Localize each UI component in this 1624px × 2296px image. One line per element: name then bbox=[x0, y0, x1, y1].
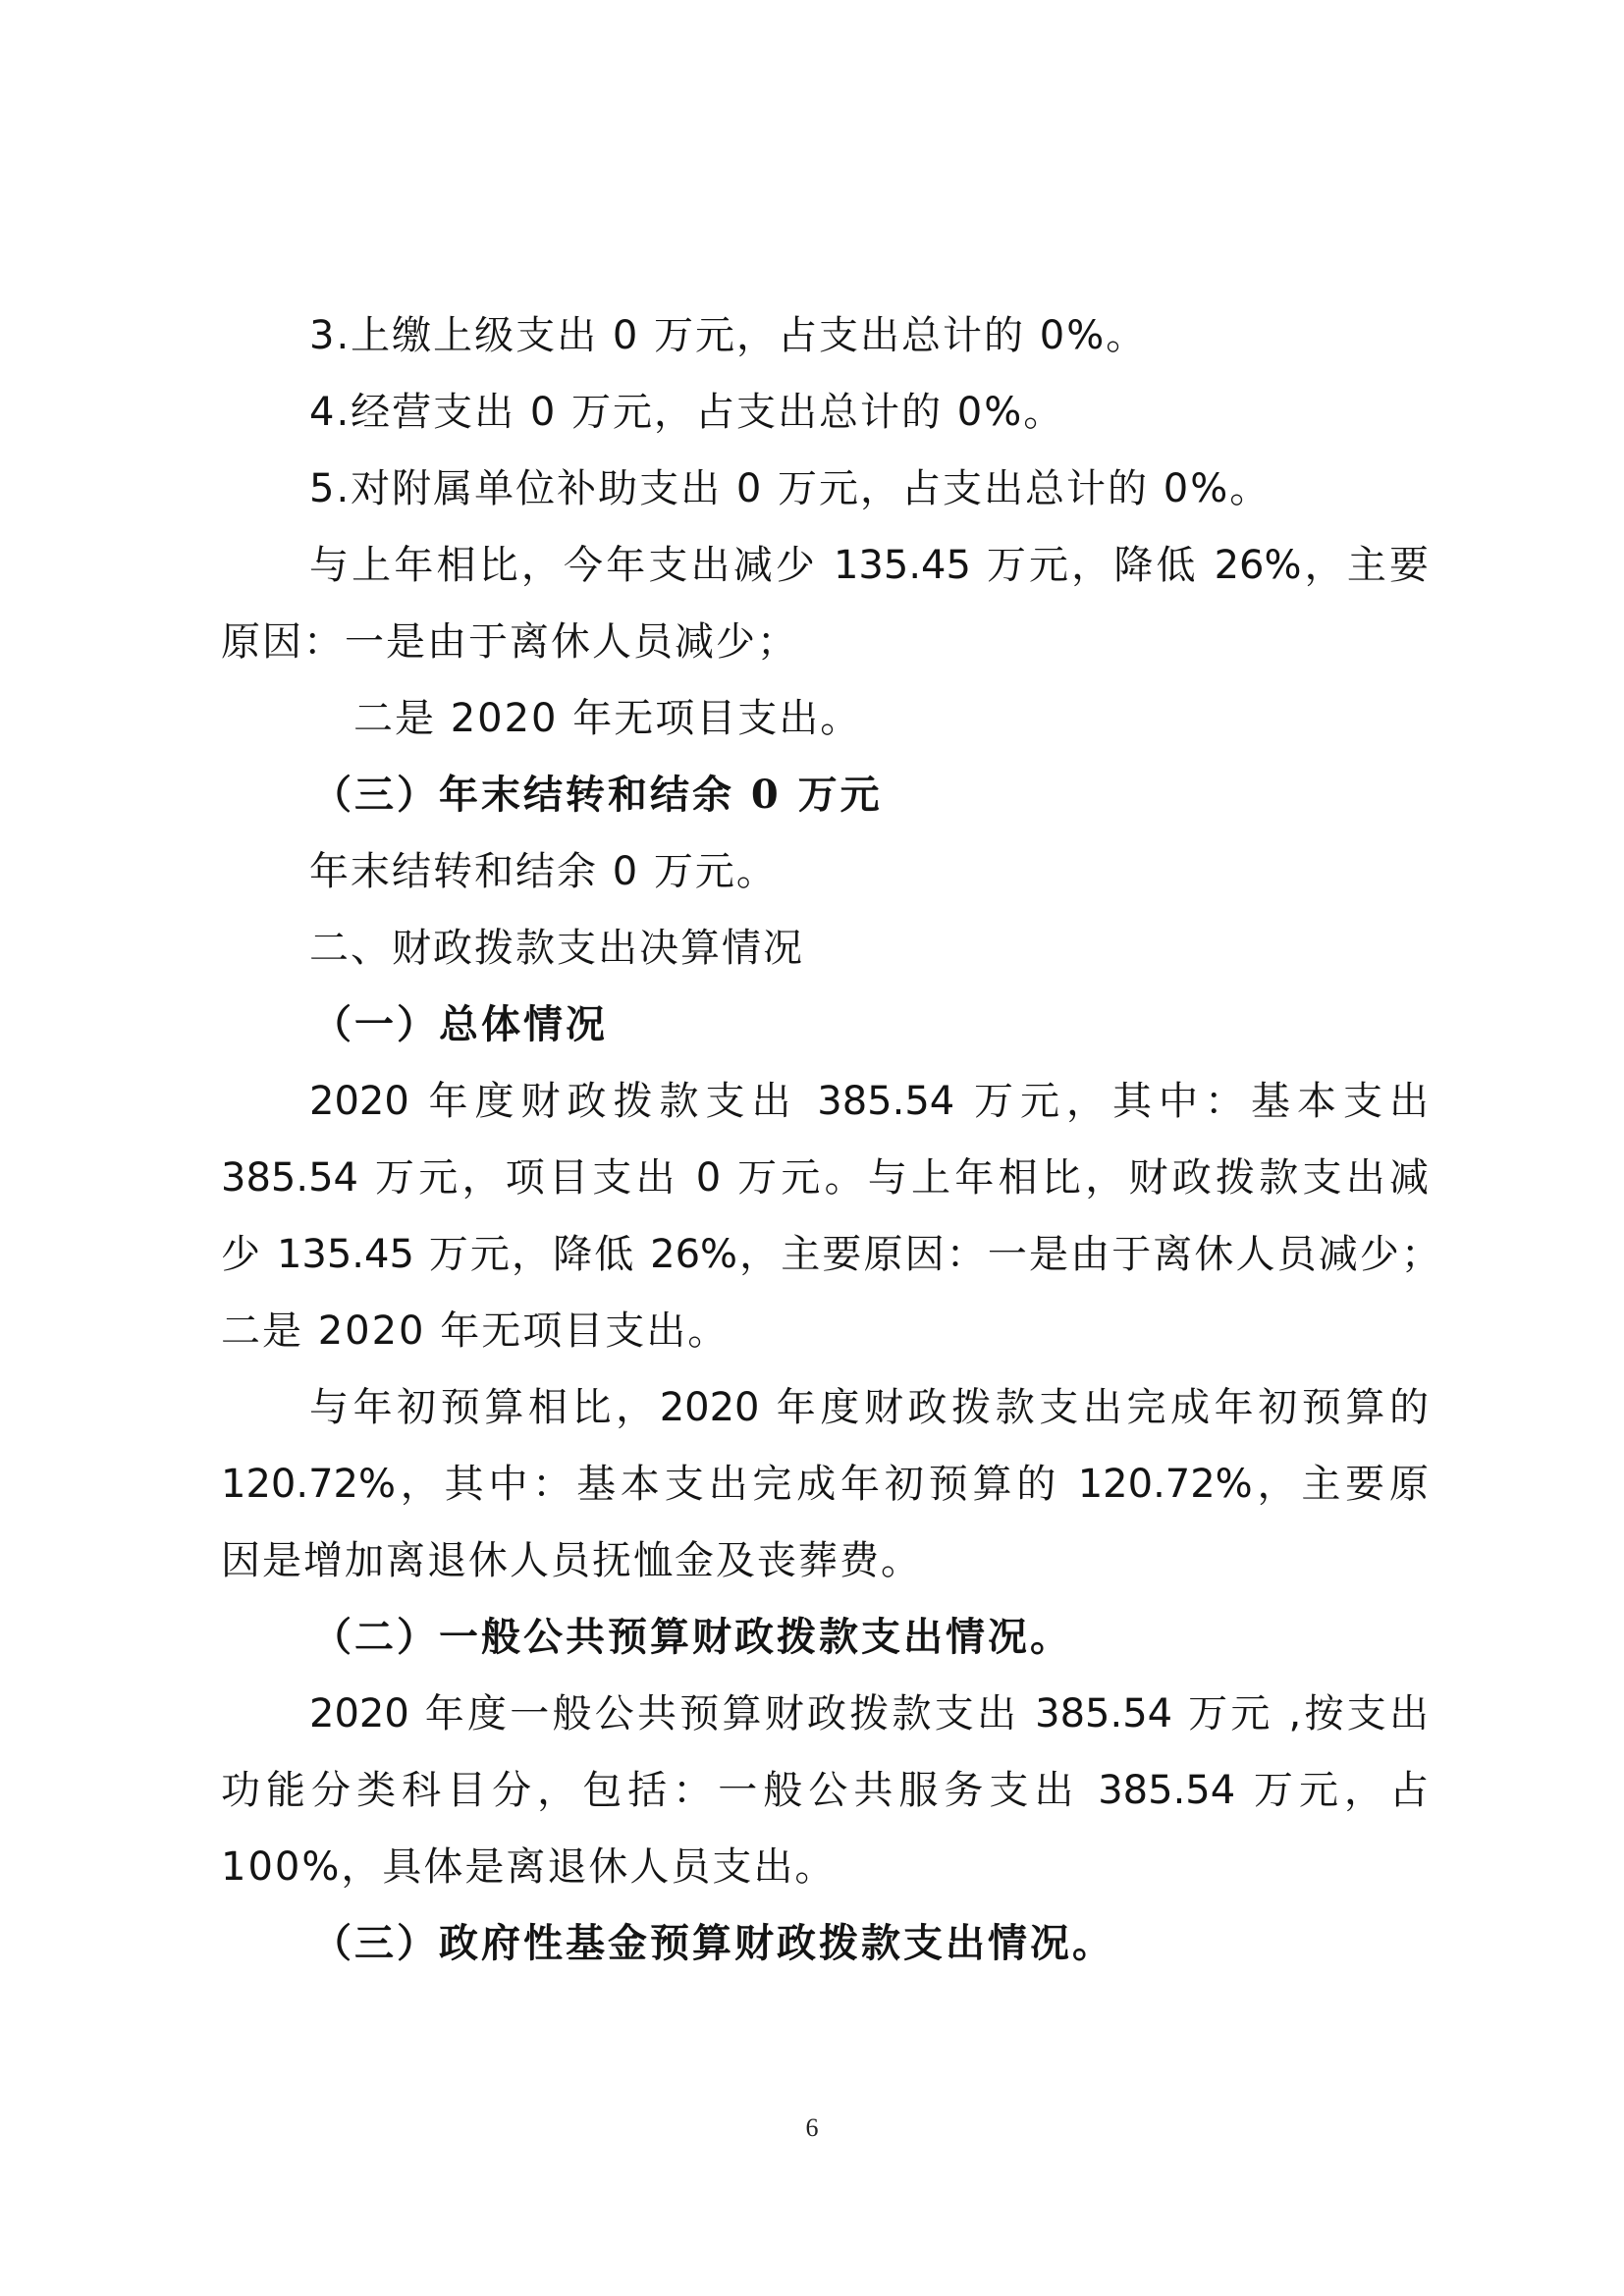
paragraph-year-comparison bbox=[0, 527, 1624, 757]
subsection-government-fund bbox=[0, 1905, 1624, 1982]
subsection-heading: （三）年末结转和结余 0 万元 bbox=[312, 772, 883, 818]
paragraph bbox=[0, 1063, 1624, 1369]
body-line: 2020 年度一般公共预算财政拨款支出 385.54 万元 ,按支出 bbox=[309, 1691, 1429, 1736]
paragraph bbox=[0, 1369, 1624, 1599]
section-carryover bbox=[0, 757, 1624, 910]
page-number: 6 bbox=[805, 2113, 819, 2142]
body-line: 385.54 万元，项目支出 0 万元。与上年相比，财政拨款支出减 bbox=[221, 1155, 1429, 1201]
body-line: 4.经营支出 0 万元，占支出总计的 0%。 bbox=[309, 390, 1065, 435]
subsection-overall bbox=[0, 987, 1624, 1599]
section-heading: 二、财政拨款支出决算情况 bbox=[309, 926, 804, 971]
body-line: 因是增加离退休人员抚恤金及丧葬费。 bbox=[221, 1538, 922, 1583]
section-fiscal-appropriation bbox=[0, 910, 1624, 1982]
body-line: 与上年相比，今年支出减少 135.45 万元，降低 26%，主要 bbox=[309, 543, 1429, 588]
subsection-general-budget bbox=[0, 1599, 1624, 1905]
body-line: 原因：一是由于离休人员减少； bbox=[221, 619, 798, 665]
subsection-heading: （一）总体情况 bbox=[312, 1001, 608, 1047]
body-line: 5.对附属单位补助支出 0 万元，占支出总计的 0%。 bbox=[309, 466, 1272, 511]
subsection-heading: （二）一般公共预算财政拨款支出情况。 bbox=[312, 1614, 1072, 1660]
body-line: 少 135.45 万元，降低 26%，主要原因：一是由于离休人员减少； bbox=[221, 1232, 1440, 1277]
body-line: 功能分类科目分，包括：一般公共服务支出 385.54 万元，占 bbox=[221, 1768, 1429, 1813]
body-line: 3.上缴上级支出 0 万元，占支出总计的 0%。 bbox=[309, 313, 1148, 358]
subsection-heading: （三）政府性基金预算财政拨款支出情况。 bbox=[312, 1920, 1114, 1966]
document-body bbox=[0, 297, 1624, 1982]
expenditure-items bbox=[0, 297, 1624, 527]
body-line: 120.72%，其中：基本支出完成年初预算的 120.72%，主要原 bbox=[221, 1462, 1429, 1507]
body-line: 100%，具体是离退休人员支出。 bbox=[221, 1844, 837, 1890]
body-line: 年末结转和结余 0 万元。 bbox=[309, 849, 778, 894]
body-line: 二是 2020 年无项目支出。 bbox=[353, 696, 862, 741]
body-line: 与年初预算相比，2020 年度财政拨款支出完成年初预算的 bbox=[309, 1385, 1429, 1430]
body-line: 二是 2020 年无项目支出。 bbox=[221, 1308, 730, 1354]
body-line: 2020 年度财政拨款支出 385.54 万元，其中：基本支出 bbox=[309, 1079, 1429, 1124]
